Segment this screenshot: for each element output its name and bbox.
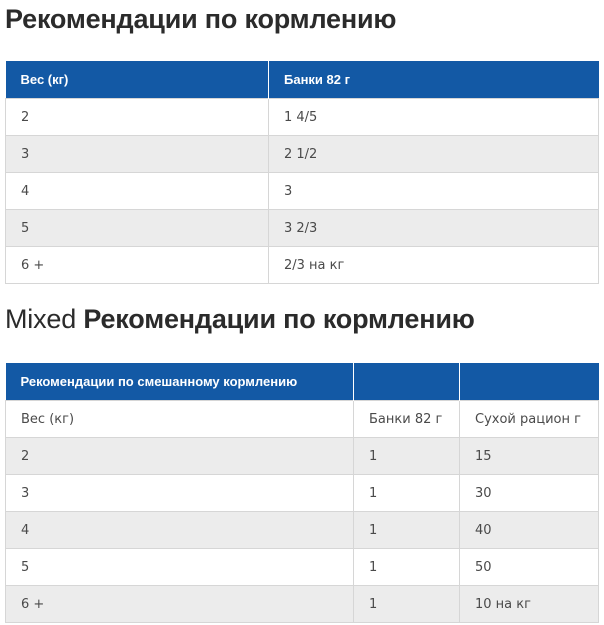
cell-cans: 3	[269, 173, 599, 210]
table-row	[6, 586, 599, 623]
cell-weight: 6 +	[6, 586, 354, 623]
cell-dry: 15	[460, 438, 599, 475]
table-header-row	[6, 61, 599, 99]
cell-weight: 2	[6, 438, 354, 475]
cell-dry: 40	[460, 512, 599, 549]
cell-cans: 1	[354, 475, 460, 512]
cell-weight: 6 +	[6, 247, 269, 284]
table-row	[6, 99, 599, 136]
column-header-weight: Вес (кг)	[6, 61, 269, 99]
column-header-cans: Банки 82 г	[269, 61, 599, 99]
feeding-recommendations-title: Рекомендации по кормлению	[5, 4, 397, 34]
cell-cans: 2 1/2	[269, 136, 599, 173]
table-row	[6, 549, 599, 586]
feeding-table	[5, 61, 599, 284]
title-prefix: Mixed	[5, 304, 77, 334]
column-header-dry: Сухой рацион г	[460, 401, 599, 438]
table-header-row	[6, 363, 599, 401]
cell-weight: 4	[6, 512, 354, 549]
cell-weight: 3	[6, 475, 354, 512]
cell-cans: 1	[354, 586, 460, 623]
cell-cans: 1 4/5	[269, 99, 599, 136]
cell-cans: 1	[354, 549, 460, 586]
table-row	[6, 136, 599, 173]
table-row	[6, 173, 599, 210]
cell-dry: 50	[460, 549, 599, 586]
cell-dry: 10 на кг	[460, 586, 599, 623]
table-row	[6, 210, 599, 247]
empty-header	[354, 363, 460, 401]
title-main: Рекомендации по кормлению	[83, 304, 475, 334]
cell-weight: 5	[6, 549, 354, 586]
cell-cans: 1	[354, 512, 460, 549]
cell-cans: 3 2/3	[269, 210, 599, 247]
table-subheader-row	[6, 401, 599, 438]
table-row	[6, 512, 599, 549]
mixed-feeding-table	[5, 363, 599, 623]
table-row	[6, 475, 599, 512]
column-header-weight: Вес (кг)	[6, 401, 354, 438]
table-row	[6, 247, 599, 284]
cell-weight: 4	[6, 173, 269, 210]
empty-header	[460, 363, 599, 401]
cell-cans: 2/3 на кг	[269, 247, 599, 284]
cell-weight: 2	[6, 99, 269, 136]
table-row	[6, 438, 599, 475]
column-header-cans: Банки 82 г	[354, 401, 460, 438]
cell-weight: 5	[6, 210, 269, 247]
cell-dry: 30	[460, 475, 599, 512]
cell-cans: 1	[354, 438, 460, 475]
mixed-feeding-title	[5, 304, 475, 335]
cell-weight: 3	[6, 136, 269, 173]
group-header: Рекомендации по смешанному кормлению	[6, 363, 354, 401]
